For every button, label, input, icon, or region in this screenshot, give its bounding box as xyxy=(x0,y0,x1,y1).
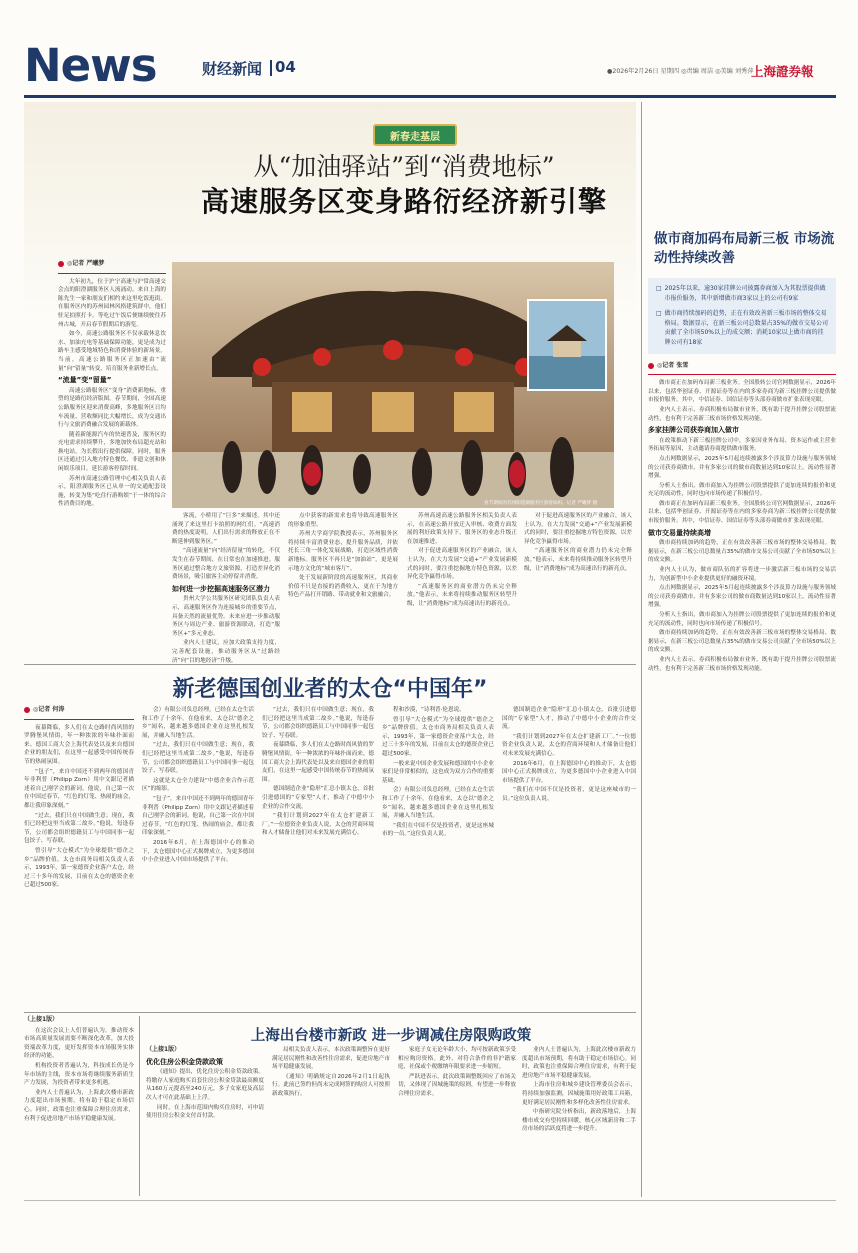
byline-dot-icon xyxy=(648,363,654,369)
article3-column-3 xyxy=(398,1046,516,1196)
paragraph: 程和沙漠，“诗利普·伦恩说。 xyxy=(393,707,465,713)
paragraph: 随着新能源汽车的快速普及，服务区的充电需求持续攀升，多地加快布局超充站和换电站，为长假出行提供保障。同时，服务区还通过引入地方特色餐饮、非遗文创和休闲娱乐项目，延长游客停留时间。 xyxy=(58,431,166,473)
article1-subhead-1: “流量”变“留量” xyxy=(58,376,112,385)
sidebar-subhead-1: 多家挂牌公司获券商加入做市 xyxy=(648,426,739,435)
article1-column-5 xyxy=(524,512,632,650)
section-title: 财经新闻 xyxy=(202,60,263,78)
paragraph: 夜幕降临，多人们在太仓路时尚风情的罗腾堡风情街，年一种浓浓的年味扑面而来。德国工商大会上海代表处以及来自德国企业的朋友们，在这里一起感受中国传统春节的热闹氛围。 xyxy=(262,742,374,783)
article3-top-rule xyxy=(24,1012,636,1013)
sidebar-highlight-box xyxy=(648,278,836,354)
paragraph: 处于发展新阶段的高速服务区，其商业价值不只是直接的消费收入，更在于为地方特色产品打开销路、带动就业和文旅融合。 xyxy=(288,575,398,599)
article2-byline: ◎记者 何涛 xyxy=(24,706,134,715)
paragraph: 同时，在上海市范围内购买住房时，可申请使用住房公积金支付首付款。 xyxy=(146,1104,264,1120)
paragraph: “我们在中国不仅是投资者，更是这座城市的一员。”这位负责人说。 xyxy=(382,822,494,838)
article2-column-1 xyxy=(24,706,134,1006)
paragraph: 苏州大学商学院教授表示，苏州服务区将持续丰富消费业态，提升服务品质，并依托长三角一体化发展战略，打造区域性消费新地标。服务区不再只是“加油站”，更是展示地方文化的“城市客厅”。 xyxy=(288,531,398,572)
article1-subhead-2: 如何进一步挖掘高速服务区潜力 xyxy=(172,584,270,593)
paragraph: “高速流量”向“经济留量”的转化，不仅发生在春节期间，在日常也在加速推进。服务区通过整合地方文旅资源，打造差异化消费场景，吸引旅客主动停留并消费。 xyxy=(172,548,280,581)
paragraph: 点中获客的新需求也将导致高速服务区的形象重塑。 xyxy=(288,513,398,528)
paragraph: 这就是太仓全力建设“中德企业合作示范区”的缩影。 xyxy=(142,777,254,793)
paragraph: 业内人士表示，券商积极布局做市业务，既有助于提升挂牌公司股票流动性，也有利于完善新三板市场价格发现功能。 xyxy=(648,406,836,422)
paragraph: “高速服务区的商业潜力仍未完全释放。”他表示，未来将持续推动服务区转型升级，让“消费地标”成为高速出行的新亮点。 xyxy=(524,548,632,572)
paragraph: 2016年6月，在上海德国中心的推动下，太仓德国中心正式揭牌成立，为更多德国中小企业进入中国市场提供了平台。 xyxy=(502,760,636,784)
paragraph: 做市商正在加码布局新三板业务。全国股转公司官网数据显示，2026年以来，包括华创证券、开源证券等在内的多家券商为新三板挂牌公司提供做市报价服务。其中，中信证券、国信证券等头部券商做市扩张表现亮眼。 xyxy=(648,380,836,404)
paragraph: 在这次会议上人们普遍认为，推动资本市场高质量发展需要不断深化改革，加大投资端改革力度，更好发挥资本市场服务实体经济的功能。 xyxy=(24,1027,134,1060)
paragraph: 大年初九，位于沪宁高速与沪常高速交会点的阳澄湖服务区人流涌动。来自上海的陈先生一家和朋友们相约来这里吃饭逛街。在服务区内的苏州园林风格建筑群中，他们驻足拍照打卡，等吃过午饭后便继续驶往苏州古城，开启春节假期后的游览。 xyxy=(58,278,166,328)
byline-rule xyxy=(648,374,836,375)
paragraph: 上海市住房和城乡建设管理委员会表示，将持续加强监测，因城施策用好政策工具箱，更好满足居民刚性和多样化改善性住房需求。 xyxy=(522,1082,636,1106)
article3-column-divider xyxy=(139,1016,140,1196)
article2-column-3 xyxy=(262,706,374,1006)
article1-byline: ◎记者 严曦梦 xyxy=(58,260,166,269)
paragraph: 曾引导“大仓模式”为全球提供“德企之乡”品牌价值。太仓市商务局相关负责人表示，1993年，第一家德资企业落户太仓，经过三十多年的发展，目前在太仓的德资企业已超过500家。 xyxy=(24,847,134,889)
lake-pavilion-illustration xyxy=(529,301,605,389)
paragraph: “高速服务区的商业潜力仍未完全释放。”他表示，未来将持续推动服务区转型升级，让“消费地标”成为高速出行的新亮点。 xyxy=(407,583,517,607)
continued-label: （上接1版） xyxy=(24,1016,59,1023)
masthead xyxy=(24,39,834,94)
photo-caption: 春节期间的苏州阳澄湖服务区游客如织。记者 严曦梦 摄 xyxy=(484,501,598,506)
paragraph: 《通知》提出，优化住房公积金贷款政策。将缴存人家庭购买首套住房公积金贷款最高额度从160万元提高至240万元，多子女家庭及高层次人才可在此基础上上浮。 xyxy=(146,1069,264,1101)
paragraph: 中指研究院分析指出，新政落地后，上海楼市成交有望持续回暖，核心区域新房和二手房市场的活跃度将进一步提升。 xyxy=(522,1109,636,1133)
article3-lead-column xyxy=(24,1016,134,1196)
paragraph: 对于促进高速服务区的产业融合，该人士认为，在大力发展“交通+”产业发展新模式的同时，要注重挖掘地方特色资源，以差异化竞争赢得市场。 xyxy=(524,513,632,545)
paragraph: 贵州大学公共服务区研究团队负责人表示，高速服务区作为连接城乡的重要节点，具备天然的流量优势。未来应进一步推动服务区与周边产业、旅游资源联动，打造“服务区+”多元业态。 xyxy=(172,596,280,637)
paragraph: 苏州高速高速公路服务区相关负责人表示，在高速公路开放迁入审核、收费方面发展的利好政策支持下，服务区的业态升级正在加速推进。 xyxy=(407,513,517,545)
paragraph: 如今，高速公路服务区不仅承载休息饮水、加油充电等基础保障功能，更是成为过路车主感受地域特色和消费体验的新场景。当前，高速公路服务区正加速由“流量”向“留量”转变，培育服务业新增长点。 xyxy=(58,331,166,372)
paragraph: 苏州市高速公路管理中心相关负责人表示，阳澄湖服务区已从单一的交通配套设施，转变为集“吃住行游购娱”于一体的综合性消费目的地。 xyxy=(58,475,166,508)
paragraph: “包子”，来自中国还不到两年的德国青年非利普（Philipp Zorn）用中文跟记者描述着自己刚学会的新词。他说，自己第一次在中国过春节，“红色的灯笼、热闹的庙会，都让我印象深刻。” xyxy=(142,795,254,837)
date-line: ●2026年2月26日 星期四 ◎责编 周洁 ◎美编 刘秀萍 xyxy=(607,68,754,75)
paragraph: 机构投资者普遍认为，科技成长仍是今年市场的主线，资本市场将继续服务新质生产力发展，为投资者带来更多机遇。 xyxy=(24,1062,134,1087)
sidebar-body xyxy=(648,362,836,674)
byline-dot-icon xyxy=(24,707,30,713)
paragraph: “包子”，来自中国还不到两年的德国青年非利普（Philipp Zorn）用中文跟记者描述着自己刚学会的新词。他说，自己第一次在中国过春节，“红色的灯笼、热闹的庙会，都让我印象深刻。” xyxy=(24,768,134,809)
paragraph: 高速公路服务区“变身”消费新地标，重塑的是路衍经济版图。春节期间，全国高速公路服务区迎来消费高峰，多地服务区日均车流量、营收额同比大幅增长，成为交通出行与文旅消费融合发展的新载体。 xyxy=(58,387,166,429)
paragraph: 做市商持续加码的趋势，正在有效改善新三板市场的整体交易格局。数据显示，在新三板公司总数量占35%的做市交易公司贡献了全市场50%以上的成交额。 xyxy=(648,540,836,564)
article1-column-1 xyxy=(58,260,166,650)
paragraph: 对于促进高速服务区的产业融合，该人士认为，在大力发展“交通+”产业发展新模式的同时，要注重挖掘地方特色资源，以差异化竞争赢得市场。 xyxy=(407,548,517,581)
paragraph: 曾引导“大仓模式”为全球提供“德企之乡”品牌价值。太仓市商务局相关负责人表示，1993年，第一家德资企业落户太仓，经过三十多年的发展，目前在太仓的德资企业已超过500家。 xyxy=(382,716,494,757)
article2-column-5 xyxy=(502,706,636,1006)
article1-column-3 xyxy=(288,512,398,650)
paragraph: 严跃进表示，此次政策调整既回应了市场关切，又体现了因城施策的原则，有望进一步释放合理住房需求。 xyxy=(398,1073,516,1097)
byline-dot-icon xyxy=(58,261,64,267)
paragraph: 业内人士建议，应加大政策支持力度，完善配套设施，推动服务区从“过路经济”向“目的地经济”升级。 xyxy=(172,640,280,664)
newspaper-logo: 上海證券報 xyxy=(751,64,814,79)
paragraph: 业内人士表示，券商积极布局做市业务，既有助于提升挂牌公司股票流动性，也有利于完善新三板市场价格发现功能。 xyxy=(648,656,836,672)
checkbox-icon: □ xyxy=(656,310,662,318)
paragraph: 会）有限公司负总经理，已经在太仓生活和工作了十余年。在他看来，太仓以“德企之乡”闻名，越来越多德国企业在这里扎根发展，并融入当地生活。 xyxy=(382,787,494,820)
highlight-item: □ 做市商持续加码的趋势，正在有效改善新三板市场的整体交易格局。数据显示，在新三板公司总数量占35%的做市交易公司贡献了全市场50%以上的成交额；消耗10家以上做市商的挂牌公司有18家 xyxy=(656,310,829,346)
paragraph: “过去，我们只在中国做生意；现在，我们已经把这里当成第二故乡。”他说，每逢春节，公司都会组织德籍员工与中国同事一起包饺子、写春联。 xyxy=(24,812,134,845)
paragraph: 会）有限公司负总经理，已经在太仓生活和工作了十余年。在他看来，太仓以“德企之乡”闻名，越来越多德国企业在这里扎根发展，并融入当地生活。 xyxy=(142,707,254,739)
paragraph: “过去，我们只在中国做生意；现在，我们已经把这里当成第二故乡。”他说，每逢春节，公司都会组织德籍员工与中国同事一起包饺子、写春联。 xyxy=(142,742,254,775)
paragraph: “我们计划到2027年在太仓扩建新工厂。”一位德资企业负责人说，太仓的营商环境和人才储备让他们对未来发展充满信心。 xyxy=(262,813,374,837)
paragraph: 分析人士指出，做市商加入为挂牌公司股票提供了更加连续的报价和更充足的流动性，同时也向市场传递了积极信号。 xyxy=(648,612,836,627)
paragraph: 客流，小桥用了“巨多”来描述。其中还涌现了来这里打卡拍照的网红们。“高速消费的热度说明，人们出行需求的释放正在不断延伸到服务区。” xyxy=(172,513,280,545)
paragraph: 德国制造企业“隐形”汇总小镇太仓，首批引进德国的“专家型”人才，推动了中德中小企业的合作交流。 xyxy=(502,707,636,731)
article2-column-2 xyxy=(142,706,254,1006)
article3-subhead-1: 优化住房公积金贷款政策 xyxy=(146,1057,223,1066)
paragraph: 《通知》明确规定自2026年2月1日起执行。此前已签约但尚未完成网签的购房人可按照新政策执行。 xyxy=(272,1073,390,1097)
paragraph: 业内人士普遍认为，上海此次楼市新政力度超出市场预期，将有助于稳定市场信心。同时，政策也注重保障合理住房需求，有利于促进房地产市场平稳健康发展。 xyxy=(24,1089,134,1122)
news-logo: News xyxy=(24,39,157,92)
paragraph: 业内人士认为，做市商队伍的扩容将进一步激活新三板市场的交易活力，为创新型中小企业提供更好的融资环境。 xyxy=(648,567,836,582)
article1-headline: 高速服务区变身路衍经济新引擎 xyxy=(200,185,607,218)
article2-column-4 xyxy=(382,706,494,1006)
paragraph: “我们计划到2027年在太仓扩建新工厂。”一位德资企业负责人说，太仓的营商环境和人才储备让他们对未来发展充满信心。 xyxy=(502,733,636,757)
byline-rule xyxy=(58,273,166,274)
article2-headline: 新老德国创业者的太仓“中国年” xyxy=(172,677,488,702)
highlight-item: □ 2025年以来，逾30家挂牌公司披露券商加入为其股票提供做市报价服务，其中新增做市商3家以上的公司有9家 xyxy=(656,285,826,302)
paragraph: 一般来说中国企业发展和德国的中小企业家们是非常相似的，这也成为双方合作的重要基础。 xyxy=(382,760,494,784)
page-bottom-rule xyxy=(24,1200,836,1201)
sidebar xyxy=(648,230,836,1196)
paragraph: “我们在中国不仅是投资者，更是这座城市的一员。”这位负责人说。 xyxy=(502,787,636,802)
paragraph: 做市商持续加码的趋势，正在有效改善新三板市场的整体交易格局。数据显示，在新三板公司总数量占35%的做市交易公司贡献了全市场50%以上的成交额。 xyxy=(648,630,836,654)
photo-inset xyxy=(527,299,607,391)
article3-column-2 xyxy=(272,1046,390,1196)
paragraph: 2016年6月，在上海德国中心的推动下，太仓德国中心正式揭牌成立，为更多德国中小企业进入中国市场提供了平台。 xyxy=(142,839,254,864)
continued-label: （上接1版） xyxy=(146,1046,181,1053)
paragraph: 业内人士普遍认为，上海此次楼市新政力度超出市场预期，将有助于稳定市场信心。同时，政策也注重保障合理住房需求，有利于促进房地产市场平稳健康发展。 xyxy=(522,1047,636,1079)
article3-column-4 xyxy=(522,1046,636,1196)
article1-kicker: 从“加油驿站”到“消费地标” xyxy=(253,152,555,181)
article1-column-2 xyxy=(172,512,280,664)
byline-rule xyxy=(24,719,134,720)
paragraph: “过去，我们只在中国做生意；现在，我们已经把这里当成第二故乡。”他说，每逢春节，公司都会组织德籍员工与中国同事一起包饺子、写春联。 xyxy=(262,707,374,739)
section-divider xyxy=(270,60,272,76)
column-tag-label: 新春走基层 xyxy=(390,131,440,143)
masthead-rule xyxy=(24,95,836,98)
article2-top-rule xyxy=(24,664,636,665)
paragraph: 局相关负责人表示，本次政策调整旨在更好满足居民刚性和改善性住房需求，促进房地产市场平稳健康发展。 xyxy=(272,1047,390,1071)
column-divider xyxy=(641,102,642,1197)
paragraph: 点击网数据显示，2025年5月起连续披露多个涉及算力设施与服务领域的公司获券商做市，并有多家公司的做市商数量达到10家以上，流动性显著增强。 xyxy=(648,455,836,480)
article3-headline: 上海出台楼市新政 进一步调减住房限购政策 xyxy=(250,1028,532,1044)
sidebar-subhead-2: 做市交易量持续高增 xyxy=(648,528,711,537)
sidebar-headline: 做市商加码布局新三板 市场流动性持续改善 xyxy=(654,231,835,266)
sidebar-byline: ◎记者 张雪 xyxy=(648,362,836,371)
paragraph: 分析人士指出，做市商加入为挂牌公司股票提供了更加连续的报价和更充足的流动性，同时也向市场传递了积极信号。 xyxy=(648,482,836,498)
paragraph: 在政策推动下新三板挂牌公司中，多家因业务布局、资本运作或主营业务拓展等原因，主动邀请券商提供做市服务。 xyxy=(648,437,836,453)
paragraph: 做市商正在加码布局新三板业务。全国股转公司官网数据显示，2026年以来，包括华创证券、开源证券等在内的多家券商为新三板挂牌公司提供做市报价服务。其中，中信证券、国信证券等头部券商做市扩张表现亮眼。 xyxy=(648,500,836,525)
checkbox-icon: □ xyxy=(656,285,662,292)
paragraph: 家庭子女无论年龄大小，均可按新政策享受相应购房资格。此外，对符合条件的非沪籍家庭，社保或个税缴纳年限要求进一步缩短。 xyxy=(398,1047,516,1071)
column-tag xyxy=(373,124,457,146)
paragraph: 点击网数据显示，2025年5月起连续披露多个涉及算力设施与服务领域的公司获券商做市，并有多家公司的做市商数量达到10家以上，流动性显著增强。 xyxy=(648,585,836,609)
paragraph: 德国制造企业“隐形”汇总小镇太仓，首批引进德国的“专家型”人才，推动了中德中小企业的合作交流。 xyxy=(262,786,374,810)
paragraph: 夜幕降临，多人们在太仓路时尚风情的罗腾堡风情街，年一种浓浓的年味扑面而来。德国工商大会上海代表处以及来自德国企业的朋友们，在这里一起感受中国传统春节的热闹氛围。 xyxy=(24,724,134,765)
article3-column-1 xyxy=(146,1046,264,1196)
page-number: 04 xyxy=(275,58,296,76)
article1-column-4 xyxy=(407,512,517,650)
